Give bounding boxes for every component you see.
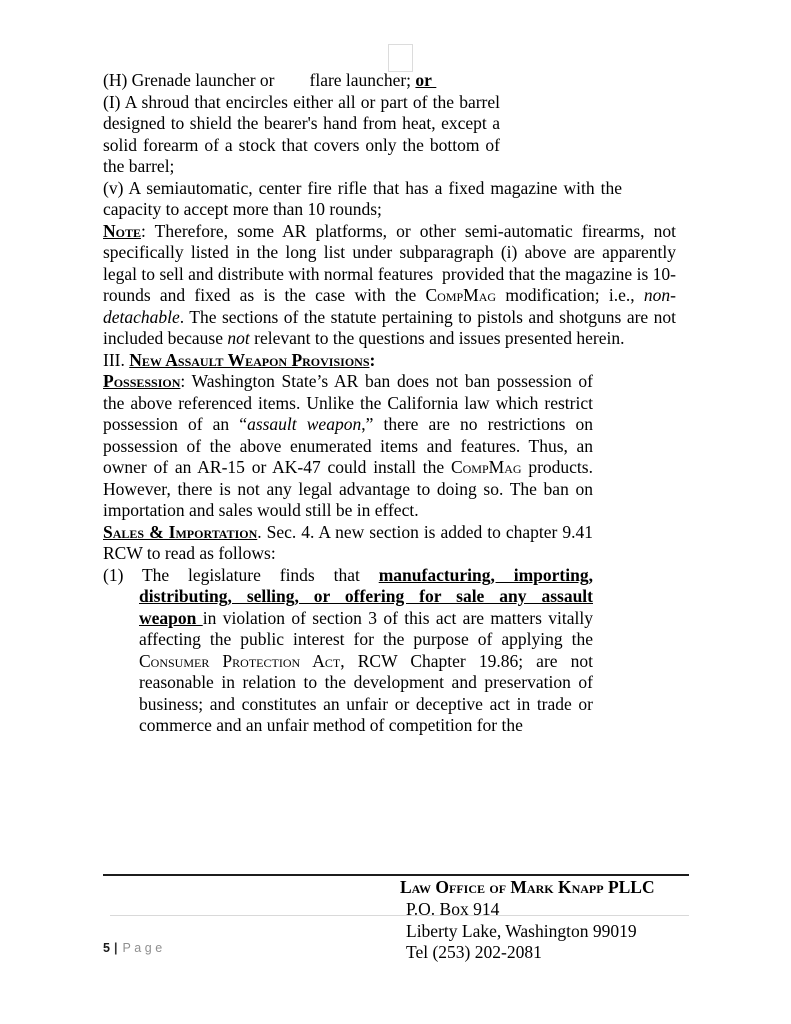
page-number: 5	[103, 941, 110, 955]
page-label: Page	[122, 941, 166, 955]
document-body	[103, 70, 676, 737]
footer-divider-dark	[103, 874, 689, 876]
possession-paragraph: Possession: Washington State’s AR ban does not ban possession of the above referenced items. Unlike the California law which restrict possession of an “assault weapon,” there are no restrictions on possession of the above enumerated items and features. Thus, an owner of an AR-15 or AK-47 could install the CompMag products. However, there is not any legal advantage to doing so. The ban on importation and sales would still be in effect.	[103, 371, 593, 520]
page-number-separator: |	[113, 941, 118, 955]
note-paragraph: Note: Therefore, some AR platforms, or other semi-automatic firearms, not specifically listed in the long list under subparagraph (i) above are apparently legal to sell and distribute with normal features provided that the magazine is 10-rounds and fixed as is the case with the CompMag modification; i.e., non-detachable. The sections of the statute pertaining to pistols and shotguns are not included because not relevant to the questions and issues presented herein.	[103, 220, 676, 348]
sales-importation-paragraph: Sales & Importation. Sec. 4. A new section is added to chapter 9.41 RCW to read as follows:	[103, 521, 593, 563]
statute-item-h: (H) Grenade launcher or flare launcher; or	[103, 70, 437, 90]
page-number-footer	[103, 941, 166, 956]
firm-city-state-zip: Liberty Lake, Washington 99019	[406, 920, 637, 941]
firm-name: Law Office of Mark Knapp PLLC	[400, 877, 655, 897]
statute-item-i: (I) A shroud that encircles either all or part of the barrel designed to shield the bearer's hand from heat, except a solid forearm of a stock that covers only the bottom of the barrel;	[103, 91, 500, 176]
footer-firm-block	[400, 877, 690, 964]
firm-telephone: Tel (253) 202-2081	[406, 942, 542, 963]
legislature-finding-1-paragraph: (1) The legislature finds that manufacturing, importing, distributing, selling, or offering for sale any assault weapon in violation of section 3 of this act are matters vitally affecting the public interest for the purpose of applying the Consumer Protection Act, RCW Chapter 19.86; are not reasonable in relation to the development and preservation of business; and constitutes an unfair or deceptive act in trade or commerce and an unfair method of competition for the	[103, 564, 593, 735]
section-heading-iii: III. New Assault Weapon Provisions:	[103, 349, 376, 370]
statute-item-v: (v) A semiautomatic, center fire rifle that has a fixed magazine with the capacity to accept more than 10 rounds;	[103, 177, 622, 219]
firm-po-box: P.O. Box 914	[406, 898, 500, 919]
empty-placeholder-box	[388, 44, 413, 72]
